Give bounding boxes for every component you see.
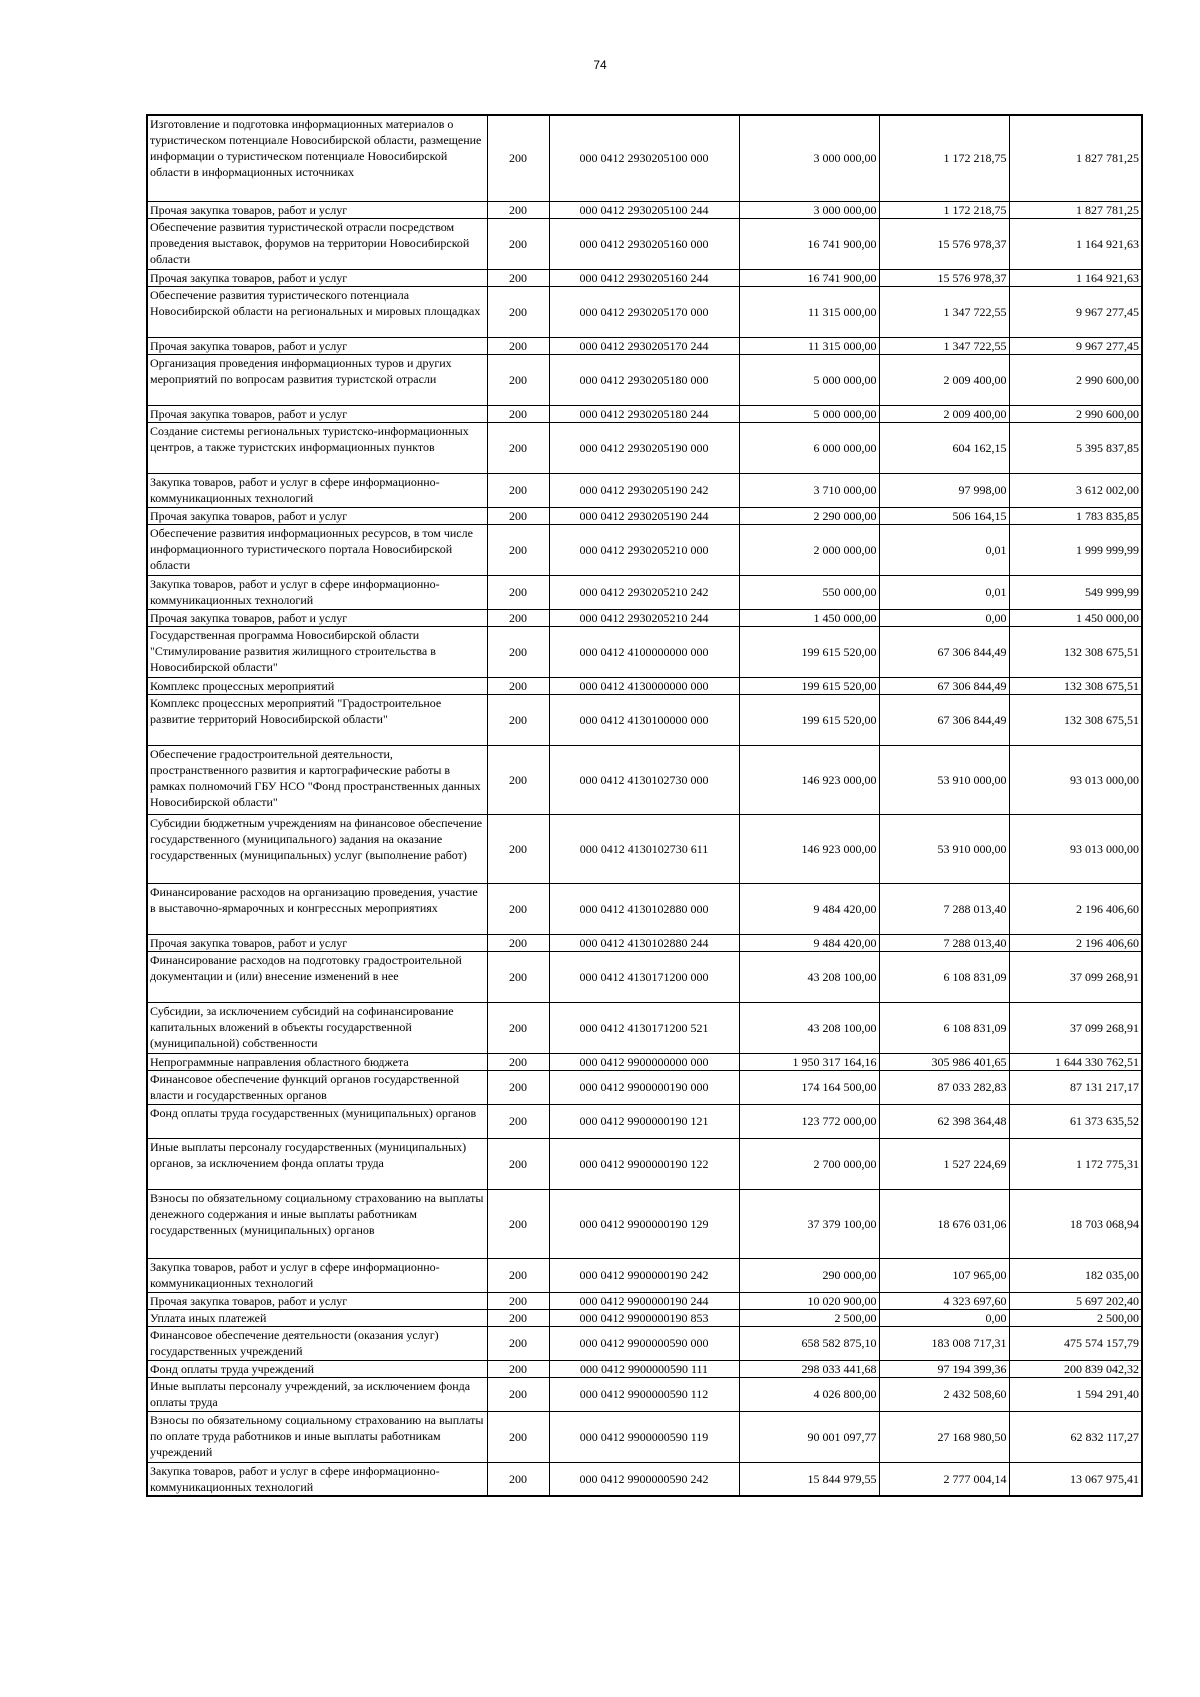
row-name: Фонд оплаты труда учреждений	[147, 1360, 487, 1377]
row-unexecuted: 475 574 157,79	[1009, 1326, 1142, 1360]
row-code: 200	[487, 473, 549, 507]
row-code: 200	[487, 814, 549, 883]
row-kbk: 000 0412 2930205100 244	[549, 201, 739, 218]
row-approved: 146 923 000,00	[739, 814, 879, 883]
row-code: 200	[487, 201, 549, 218]
row-approved: 2 500,00	[739, 1309, 879, 1326]
row-unexecuted: 61 373 635,52	[1009, 1104, 1142, 1138]
row-unexecuted: 1 172 775,31	[1009, 1138, 1142, 1189]
row-unexecuted: 9 967 277,45	[1009, 286, 1142, 337]
row-executed: 67 306 844,49	[879, 694, 1009, 745]
row-code: 200	[487, 1104, 549, 1138]
row-code: 200	[487, 575, 549, 609]
row-executed: 53 910 000,00	[879, 745, 1009, 814]
row-approved: 9 484 420,00	[739, 883, 879, 934]
row-name: Закупка товаров, работ и услуг в сфере информационно-коммуникационных технологий	[147, 473, 487, 507]
row-code: 200	[487, 115, 549, 201]
row-kbk: 000 0412 9900000190 853	[549, 1309, 739, 1326]
row-name: Прочая закупка товаров, работ и услуг	[147, 507, 487, 524]
row-unexecuted: 13 067 975,41	[1009, 1462, 1142, 1496]
table-row	[147, 951, 1142, 1002]
row-kbk: 000 0412 2930205170 000	[549, 286, 739, 337]
row-kbk: 000 0412 4100000000 000	[549, 626, 739, 677]
row-executed: 27 168 980,50	[879, 1411, 1009, 1462]
table-row	[147, 1189, 1142, 1258]
row-unexecuted: 2 196 406,60	[1009, 883, 1142, 934]
row-executed: 1 527 224,69	[879, 1138, 1009, 1189]
row-name: Прочая закупка товаров, работ и услуг	[147, 269, 487, 286]
table-row	[147, 1292, 1142, 1309]
row-code: 200	[487, 1411, 549, 1462]
row-executed: 1 347 722,55	[879, 337, 1009, 354]
row-approved: 3 710 000,00	[739, 473, 879, 507]
row-kbk: 000 0412 9900000590 111	[549, 1360, 739, 1377]
row-unexecuted: 2 500,00	[1009, 1309, 1142, 1326]
row-executed: 67 306 844,49	[879, 677, 1009, 694]
row-unexecuted: 1 450 000,00	[1009, 609, 1142, 626]
row-code: 200	[487, 405, 549, 422]
row-kbk: 000 0412 9900000590 112	[549, 1377, 739, 1411]
row-unexecuted: 93 013 000,00	[1009, 814, 1142, 883]
row-code: 200	[487, 951, 549, 1002]
row-kbk: 000 0412 2930205190 000	[549, 422, 739, 473]
row-executed: 2 777 004,14	[879, 1462, 1009, 1496]
row-executed: 7 288 013,40	[879, 934, 1009, 951]
row-executed: 67 306 844,49	[879, 626, 1009, 677]
row-name: Финансирование расходов на подготовку градостроительной документации и (или) внесение изменений в нее	[147, 951, 487, 1002]
row-name: Иные выплаты персоналу государственных (муниципальных) органов, за исключением фонда оплаты труда	[147, 1138, 487, 1189]
row-name: Закупка товаров, работ и услуг в сфере информационно-коммуникационных технологий	[147, 1462, 487, 1496]
row-code: 200	[487, 745, 549, 814]
row-executed: 6 108 831,09	[879, 951, 1009, 1002]
row-executed: 183 008 717,31	[879, 1326, 1009, 1360]
table-row	[147, 473, 1142, 507]
row-unexecuted: 18 703 068,94	[1009, 1189, 1142, 1258]
row-code: 200	[487, 1292, 549, 1309]
row-executed: 1 172 218,75	[879, 115, 1009, 201]
row-name: Комплекс процессных мероприятий	[147, 677, 487, 694]
row-approved: 11 315 000,00	[739, 286, 879, 337]
row-name: Прочая закупка товаров, работ и услуг	[147, 1292, 487, 1309]
row-unexecuted: 87 131 217,17	[1009, 1070, 1142, 1104]
row-kbk: 000 0412 9900000190 121	[549, 1104, 739, 1138]
row-kbk: 000 0412 2930205210 242	[549, 575, 739, 609]
row-kbk: 000 0412 9900000590 000	[549, 1326, 739, 1360]
row-approved: 290 000,00	[739, 1258, 879, 1292]
row-executed: 1 347 722,55	[879, 286, 1009, 337]
row-approved: 15 844 979,55	[739, 1462, 879, 1496]
row-name: Уплата иных платежей	[147, 1309, 487, 1326]
row-name: Непрограммные направления областного бюджета	[147, 1053, 487, 1070]
table-row	[147, 218, 1142, 269]
table-row	[147, 745, 1142, 814]
row-kbk: 000 0412 2930205170 244	[549, 337, 739, 354]
row-unexecuted: 132 308 675,51	[1009, 677, 1142, 694]
row-kbk: 000 0412 9900000190 122	[549, 1138, 739, 1189]
row-executed: 2 432 508,60	[879, 1377, 1009, 1411]
row-name: Финансовое обеспечение функций органов государственной власти и государственных органов	[147, 1070, 487, 1104]
table-row	[147, 405, 1142, 422]
row-approved: 199 615 520,00	[739, 677, 879, 694]
row-kbk: 000 0412 9900000190 244	[549, 1292, 739, 1309]
row-unexecuted: 9 967 277,45	[1009, 337, 1142, 354]
table-row	[147, 626, 1142, 677]
row-name: Обеспечение развития туристического потенциала Новосибирской области на региональных и мировых площадках	[147, 286, 487, 337]
table-row	[147, 337, 1142, 354]
row-approved: 16 741 900,00	[739, 269, 879, 286]
table-row	[147, 677, 1142, 694]
row-approved: 3 000 000,00	[739, 201, 879, 218]
table-row	[147, 1053, 1142, 1070]
row-executed: 15 576 978,37	[879, 218, 1009, 269]
row-approved: 43 208 100,00	[739, 951, 879, 1002]
row-executed: 0,01	[879, 575, 1009, 609]
row-executed: 97 998,00	[879, 473, 1009, 507]
row-name: Прочая закупка товаров, работ и услуг	[147, 609, 487, 626]
row-approved: 550 000,00	[739, 575, 879, 609]
row-name: Субсидии, за исключением субсидий на софинансирование капитальных вложений в объекты государственной (муниципальной) собственности	[147, 1002, 487, 1053]
table-row	[147, 814, 1142, 883]
row-unexecuted: 3 612 002,00	[1009, 473, 1142, 507]
row-unexecuted: 182 035,00	[1009, 1258, 1142, 1292]
row-executed: 1 172 218,75	[879, 201, 1009, 218]
row-unexecuted: 37 099 268,91	[1009, 951, 1142, 1002]
row-approved: 146 923 000,00	[739, 745, 879, 814]
table-row	[147, 883, 1142, 934]
row-name: Обеспечение развития информационных ресурсов, в том числе информационного туристического портала Новосибирской области	[147, 524, 487, 575]
row-unexecuted: 93 013 000,00	[1009, 745, 1142, 814]
row-code: 200	[487, 507, 549, 524]
row-code: 200	[487, 1377, 549, 1411]
row-kbk: 000 0412 2930205210 244	[549, 609, 739, 626]
row-name: Взносы по обязательному социальному страхованию на выплаты по оплате труда работников и иные выплаты работникам учреждений	[147, 1411, 487, 1462]
row-kbk: 000 0412 4130000000 000	[549, 677, 739, 694]
row-name: Субсидии бюджетным учреждениям на финансовое обеспечение государственного (муниципального) задания на оказание государственных (муниципальных) услуг (выполнение работ)	[147, 814, 487, 883]
row-code: 200	[487, 1258, 549, 1292]
row-kbk: 000 0412 4130102880 244	[549, 934, 739, 951]
row-executed: 506 164,15	[879, 507, 1009, 524]
row-kbk: 000 0412 4130171200 000	[549, 951, 739, 1002]
row-kbk: 000 0412 2930205180 000	[549, 354, 739, 405]
row-name: Обеспечение развития туристической отрасли посредством проведения выставок, форумов на территории Новосибирской области	[147, 218, 487, 269]
row-approved: 11 315 000,00	[739, 337, 879, 354]
row-name: Обеспечение градостроительной деятельности, пространственного развития и картографические работы в рамках полномочий ГБУ НСО "Фонд пространственных данных Новосибирской области"	[147, 745, 487, 814]
row-kbk: 000 0412 4130100000 000	[549, 694, 739, 745]
table-row	[147, 1326, 1142, 1360]
row-executed: 0,00	[879, 609, 1009, 626]
row-approved: 16 741 900,00	[739, 218, 879, 269]
table-row	[147, 609, 1142, 626]
table-row	[147, 507, 1142, 524]
row-unexecuted: 200 839 042,32	[1009, 1360, 1142, 1377]
row-name: Прочая закупка товаров, работ и услуг	[147, 934, 487, 951]
row-unexecuted: 1 783 835,85	[1009, 507, 1142, 524]
row-approved: 6 000 000,00	[739, 422, 879, 473]
row-code: 200	[487, 337, 549, 354]
row-name: Комплекс процессных мероприятий "Градостроительное развитие территорий Новосибирской области"	[147, 694, 487, 745]
row-approved: 1 450 000,00	[739, 609, 879, 626]
table-row	[147, 422, 1142, 473]
row-executed: 2 009 400,00	[879, 354, 1009, 405]
row-code: 200	[487, 694, 549, 745]
row-executed: 53 910 000,00	[879, 814, 1009, 883]
table-row	[147, 1360, 1142, 1377]
row-approved: 199 615 520,00	[739, 626, 879, 677]
row-code: 200	[487, 218, 549, 269]
row-name: Финансирование расходов на организацию проведения, участие в выставочно-ярмарочных и конгрессных мероприятиях	[147, 883, 487, 934]
row-name: Прочая закупка товаров, работ и услуг	[147, 405, 487, 422]
row-approved: 37 379 100,00	[739, 1189, 879, 1258]
row-kbk: 000 0412 2930205190 242	[549, 473, 739, 507]
row-executed: 97 194 399,36	[879, 1360, 1009, 1377]
row-kbk: 000 0412 4130102880 000	[549, 883, 739, 934]
row-code: 200	[487, 1360, 549, 1377]
table-row	[147, 1070, 1142, 1104]
row-unexecuted: 62 832 117,27	[1009, 1411, 1142, 1462]
table-row	[147, 115, 1142, 201]
row-executed: 18 676 031,06	[879, 1189, 1009, 1258]
row-unexecuted: 1 164 921,63	[1009, 269, 1142, 286]
row-unexecuted: 1 827 781,25	[1009, 115, 1142, 201]
budget-table-body	[147, 115, 1142, 1496]
row-unexecuted: 1 594 291,40	[1009, 1377, 1142, 1411]
row-name: Прочая закупка товаров, работ и услуг	[147, 201, 487, 218]
page-number: 74	[593, 58, 607, 72]
row-kbk: 000 0412 2930205210 000	[549, 524, 739, 575]
row-code: 200	[487, 524, 549, 575]
row-approved: 4 026 800,00	[739, 1377, 879, 1411]
row-approved: 199 615 520,00	[739, 694, 879, 745]
row-approved: 123 772 000,00	[739, 1104, 879, 1138]
table-row	[147, 1258, 1142, 1292]
row-approved: 3 000 000,00	[739, 115, 879, 201]
table-row	[147, 1377, 1142, 1411]
row-kbk: 000 0412 9900000590 119	[549, 1411, 739, 1462]
row-unexecuted: 549 999,99	[1009, 575, 1142, 609]
row-code: 200	[487, 677, 549, 694]
row-code: 200	[487, 1189, 549, 1258]
row-kbk: 000 0412 4130102730 611	[549, 814, 739, 883]
row-name: Государственная программа Новосибирской области "Стимулирование развития жилищного строительства в Новосибирской области"	[147, 626, 487, 677]
row-kbk: 000 0412 4130102730 000	[549, 745, 739, 814]
row-unexecuted: 1 644 330 762,51	[1009, 1053, 1142, 1070]
row-executed: 15 576 978,37	[879, 269, 1009, 286]
row-approved: 5 000 000,00	[739, 354, 879, 405]
table-row	[147, 1138, 1142, 1189]
table-row	[147, 286, 1142, 337]
row-approved: 298 033 441,68	[739, 1360, 879, 1377]
row-kbk: 000 0412 2930205160 244	[549, 269, 739, 286]
row-code: 200	[487, 1002, 549, 1053]
row-kbk: 000 0412 9900000590 242	[549, 1462, 739, 1496]
table-row	[147, 269, 1142, 286]
table-row	[147, 1411, 1142, 1462]
row-unexecuted: 132 308 675,51	[1009, 694, 1142, 745]
row-code: 200	[487, 354, 549, 405]
row-code: 200	[487, 934, 549, 951]
row-approved: 1 950 317 164,16	[739, 1053, 879, 1070]
row-executed: 7 288 013,40	[879, 883, 1009, 934]
row-name: Закупка товаров, работ и услуг в сфере информационно-коммуникационных технологий	[147, 1258, 487, 1292]
row-code: 200	[487, 1138, 549, 1189]
row-kbk: 000 0412 9900000190 242	[549, 1258, 739, 1292]
row-executed: 2 009 400,00	[879, 405, 1009, 422]
row-name: Фонд оплаты труда государственных (муниципальных) органов	[147, 1104, 487, 1138]
row-name: Иные выплаты персоналу учреждений, за исключением фонда оплаты труда	[147, 1377, 487, 1411]
row-approved: 658 582 875,10	[739, 1326, 879, 1360]
row-approved: 5 000 000,00	[739, 405, 879, 422]
table-row	[147, 1309, 1142, 1326]
row-name: Финансовое обеспечение деятельности (оказания услуг) государственных учреждений	[147, 1326, 487, 1360]
row-unexecuted: 132 308 675,51	[1009, 626, 1142, 677]
table-row	[147, 575, 1142, 609]
table-row	[147, 1104, 1142, 1138]
row-approved: 90 001 097,77	[739, 1411, 879, 1462]
row-approved: 2 290 000,00	[739, 507, 879, 524]
table-row	[147, 934, 1142, 951]
row-kbk: 000 0412 9900000190 000	[549, 1070, 739, 1104]
row-executed: 62 398 364,48	[879, 1104, 1009, 1138]
row-code: 200	[487, 422, 549, 473]
row-approved: 2 700 000,00	[739, 1138, 879, 1189]
row-approved: 43 208 100,00	[739, 1002, 879, 1053]
row-code: 200	[487, 1326, 549, 1360]
row-name: Взносы по обязательному социальному страхованию на выплаты денежного содержания и иные выплаты работникам государственных (муниципальных) органов	[147, 1189, 487, 1258]
table-row	[147, 354, 1142, 405]
row-executed: 604 162,15	[879, 422, 1009, 473]
row-executed: 0,00	[879, 1309, 1009, 1326]
row-approved: 174 164 500,00	[739, 1070, 879, 1104]
row-unexecuted: 2 990 600,00	[1009, 354, 1142, 405]
budget-table	[146, 114, 1143, 1497]
row-unexecuted: 37 099 268,91	[1009, 1002, 1142, 1053]
table-row	[147, 1002, 1142, 1053]
table-row	[147, 201, 1142, 218]
row-kbk: 000 0412 9900000190 129	[549, 1189, 739, 1258]
row-kbk: 000 0412 2930205190 244	[549, 507, 739, 524]
row-unexecuted: 1 827 781,25	[1009, 201, 1142, 218]
row-approved: 9 484 420,00	[739, 934, 879, 951]
row-code: 200	[487, 1462, 549, 1496]
row-approved: 10 020 900,00	[739, 1292, 879, 1309]
row-code: 200	[487, 626, 549, 677]
row-name: Изготовление и подготовка информационных материалов о туристическом потенциале Новосибирской области, размещение информации о туристическом потенциале Новосибирской области в информационных источниках	[147, 115, 487, 201]
row-unexecuted: 1 999 999,99	[1009, 524, 1142, 575]
row-code: 200	[487, 1070, 549, 1104]
row-code: 200	[487, 1309, 549, 1326]
row-name: Организация проведения информационных туров и других мероприятий по вопросам развития туристской отрасли	[147, 354, 487, 405]
row-code: 200	[487, 609, 549, 626]
row-kbk: 000 0412 2930205180 244	[549, 405, 739, 422]
row-code: 200	[487, 1053, 549, 1070]
row-unexecuted: 5 697 202,40	[1009, 1292, 1142, 1309]
row-kbk: 000 0412 9900000000 000	[549, 1053, 739, 1070]
row-unexecuted: 5 395 837,85	[1009, 422, 1142, 473]
row-executed: 0,01	[879, 524, 1009, 575]
row-executed: 87 033 282,83	[879, 1070, 1009, 1104]
row-executed: 305 986 401,65	[879, 1053, 1009, 1070]
row-name: Закупка товаров, работ и услуг в сфере информационно-коммуникационных технологий	[147, 575, 487, 609]
row-name: Прочая закупка товаров, работ и услуг	[147, 337, 487, 354]
row-executed: 4 323 697,60	[879, 1292, 1009, 1309]
row-code: 200	[487, 286, 549, 337]
row-unexecuted: 1 164 921,63	[1009, 218, 1142, 269]
row-code: 200	[487, 883, 549, 934]
row-name: Создание системы региональных туристско-информационных центров, а также туристских информационных пунктов	[147, 422, 487, 473]
row-kbk: 000 0412 4130171200 521	[549, 1002, 739, 1053]
table-row	[147, 694, 1142, 745]
row-executed: 107 965,00	[879, 1258, 1009, 1292]
table-row	[147, 1462, 1142, 1496]
row-kbk: 000 0412 2930205160 000	[549, 218, 739, 269]
row-unexecuted: 2 990 600,00	[1009, 405, 1142, 422]
row-code: 200	[487, 269, 549, 286]
table-row	[147, 524, 1142, 575]
row-executed: 6 108 831,09	[879, 1002, 1009, 1053]
row-approved: 2 000 000,00	[739, 524, 879, 575]
row-unexecuted: 2 196 406,60	[1009, 934, 1142, 951]
row-kbk: 000 0412 2930205100 000	[549, 115, 739, 201]
